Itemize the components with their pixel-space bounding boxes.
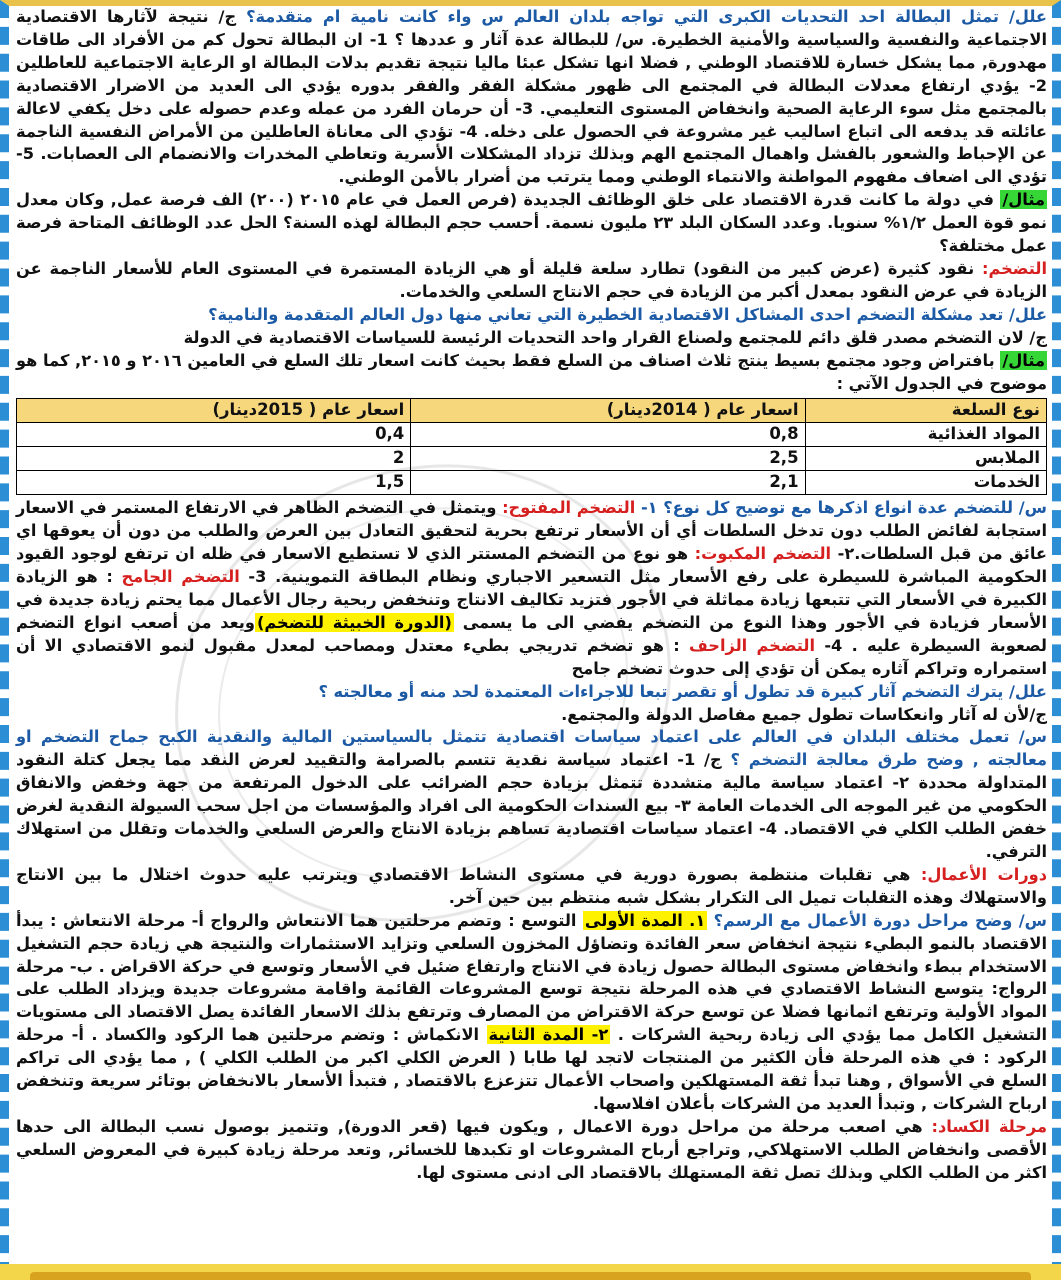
example-text: في دولة ما كانت قدرة الاقتصاد على خلق الوظائف الجديدة (فرص العمل في عام ٢٠١٥ (٢٠٠) الف فرصة عمل, وكان معدل نمو قوة العمل ١/٢% سنويا. وعدد السكان البلد ٢٣ مليون نسمة. أحسب حجم البطالة لهذه السنة؟ الحل عدد الوظائف المتاحة فرصة عمل مختلفة؟: [16, 190, 1047, 256]
definition-text: : هو الزيادة الكبيرة في الأسعار التي تتبعها زيادة مماثلة في الأجور فتزيد تكاليف الانتاج وتنخفض ربحية رجال الأعمال مما يحتم زيادة جديدة في الأسعار فزيادة في الأجور وهذا النوع من التضخم يفضي الى ما يسمى: [16, 567, 1047, 632]
example-label: مثال/: [1002, 350, 1046, 370]
paragraph-inflation-definition: [16, 258, 1047, 304]
paragraph-inflation-types: [16, 497, 1047, 680]
example-label: مثال/: [1002, 190, 1045, 210]
question-text: س/ للتضخم عدة انواع اذكرها مع توضيح كل نوع؟ ١-: [635, 498, 1047, 518]
paragraph-unemployment-effects: [16, 6, 1047, 189]
header-prices-2015: اسعار عام ( 2015دينار): [17, 399, 411, 423]
definition-text: نقود كثيرة (عرض كبير من النقود) تطارد سلعة قليلة أو هي الزيادة المستمرة في المستوى العام للأسعار الناجمة عن الزيادة في عرض النقود بمعدل أكبر من الزيادة في حجم الانتاج السلعي والخدمات.: [16, 258, 1047, 301]
question-text: س/ وضح مراحل دورة الأعمال مع الرسم؟: [713, 910, 1047, 930]
stage-text: الانكماش : وتضم مرحلتين هما الركود والكساد . أ- مرحلة الركود : في هذه المرحلة فأن الكثير من المنتجات لاتجد لها طابا ( العرض الكلي اكبر من الطلب الكلي ) , مما يؤدي الى تراكم السلع في الأسواق , وهنا تبدأ ثقة المستهلكين واصحاب الأعمال تتزعزع بالاقتصاد , فتبدأ الأسعار بالانخفاض بوتائر سريعة وتنخفض ارباح الشركات , وتبدأ العديد من الشركات بأعلان افلاسها.: [16, 1025, 1047, 1113]
cell-price-2014: 2,5: [411, 447, 805, 471]
period-2-highlight: ٢- المدة الثانية: [488, 1025, 609, 1045]
vicious-cycle-highlight: (الدورة الخبيثة للتضخم): [256, 612, 452, 632]
definition-text: هو نوع من التضخم المستتر الذي لا تستطيع الاسعار في ظله ان ترتفع لوجود القيود الحكومية المباشرة للسيطرة على رفع الأسعار مثل التسعير الاجباري ونظام البطاقة التموينية. 3-: [16, 544, 1047, 587]
cell-price-2015: 2: [17, 447, 411, 471]
term-label: مرحلة الكساد:: [931, 1116, 1047, 1136]
header-prices-2014: اسعار عام ( 2014دينار): [411, 399, 805, 423]
answer-text: ج/ نتيجة لآثارها الاقتصادية الاجتماعية والنفسية والسياسية والأمنية الخطيرة. س/ للبطالة عدة آثار و عددها ؟ 1- ان البطالة تحول كم من الأفراد الى طاقات مهدورة, مما يشكل خسارة للاقتصاد الوطني , فضلا انها تشكل عبئا ماليا نتيجة تقديم بدلات البطالة او الرعاية الاجتماعية للعاطلين 2- يؤدي ارتفاع معدلات البطالة في المجتمع الى ظهور مشكلة الفقر والفقر بدوره يؤدي الى العديد من الاضرار الاقتصادية بالمجتمع مثل سوء الرعاية الصحية وانخفاض المستوى التعليمي. 3- أن حرمان الفرد من عمله وعدم حصوله على دخل يكفي لاعالة عائلته قد يدفعه الى اتباع اساليب غير مشروعة في الحصول على دخله. 4- تؤدي الى معاناة العاطلين من الأمراض النفسية الناجمة عن الإحباط والشعور بالفشل واهمال المجتمع الهم وبذلك تزداد المشكلات الأسرية وتعاطي المخدرات والانضمام الى العصابات. 5- تؤدي الى اضعاف مفهوم المواطنة والانتماء الوطني ومما يترتب من أضرار بالأمن الوطني.: [16, 7, 1048, 187]
prices-table: [16, 398, 1047, 495]
definition-text: ويعد من أصعب انواع التضخم لصعوبة السيطرة عليه . 4-: [16, 612, 1048, 655]
paragraph-inflation-treatment: [16, 726, 1047, 863]
question-text: علل/ تمثل البطالة احد التحديات الكبرى التي تواجه بلدان العالم س واء كانت نامية ام متقدمة؟: [246, 7, 1047, 26]
definition-text: هي اصعب مرحلة من مراحل دورة الاعمال , ويكون فيها (قعر الدورة), وتتميز بوصول نسب البطالة الى حدها الأقصى وانخفاض الطلب الاستهلاكي, وتراجع أرباح المشروعات او تكبدها للخسائر, وتعد مرحلة زيادة كبيرة في المعروض السلعي اكثر من الطلب الكلي وبذلك تصل ثقة المستهلك بالاقتصاد الى ادنى مستوى لها.: [16, 1116, 1047, 1182]
document-body: [16, 6, 1047, 1262]
definition-text: : هو تضخم تدريجي بطيء معتدل ومصاحب لمعدل مقبول لنمو الاقتصادي الا أن استمراره وتراكم آثاره يمكن أن تؤدي إلى حدوث تضخم جامح: [16, 635, 1047, 678]
cell-commodity: الخدمات: [805, 471, 1046, 495]
period-1-highlight: ١. المدة الأولى: [584, 910, 706, 930]
cell-commodity: الملابس: [805, 447, 1046, 471]
footer-banner: [0, 1264, 1061, 1280]
cell-price-2015: 0,4: [17, 423, 411, 447]
table-header-row: [17, 399, 1047, 423]
term-open-inflation: التضخم المفتوح:: [502, 498, 636, 518]
term-label: التضخم:: [981, 258, 1047, 278]
table-row: [17, 471, 1047, 495]
term-galloping-inflation: التضخم الجامح: [121, 567, 240, 587]
definition-text: هي تقلبات منتظمة بصورة دورية في مستوى النشاط الاقتصادي ويترتب عليه حدوث اختلال ما بين الانتاج والاستهلاك وهذه التقلبات تميل الى التكرار بشكل شبه منتظم بين حين آخر.: [16, 864, 1047, 907]
term-repressed-inflation: التضخم المكبوت:: [694, 544, 832, 564]
paragraph-cycle-stages: [16, 910, 1047, 1116]
question-inflation-effects: علل/ يترك التضخم آثار كبيرة قد تطول أو تقصر تبعا للاجراءات المعتمدة لحد منه أو معالجته ؟: [318, 681, 1047, 701]
question-inflation-danger: علل/ تعد مشكلة التضخم احدى المشاكل الاقتصادية الخطيرة التي تعاني منها دول العالم المتقدمة والنامية؟: [208, 304, 1047, 324]
paragraph-depression: [16, 1116, 1047, 1185]
cell-price-2014: 2,1: [411, 471, 805, 495]
question-text: س/ تعمل مختلف البلدان في العالم على اعتماد سياسات اقتصادية تتمثل بالسياستين المالية والنقدية الكبح جماح التضخم او معالجته , وضح طرق معالجة التضخم ؟: [16, 727, 1047, 770]
cell-price-2015: 1,5: [17, 471, 411, 495]
paragraph-example-2: [16, 350, 1047, 396]
term-creeping-inflation: التضخم الزاحف: [689, 635, 816, 655]
answer-inflation-danger: ج/ لان التضخم مصدر قلق دائم للمجتمع ولصناع القرار واحد التحديات الرئيسة للسياسات الاقتصادية في الدولة: [183, 327, 1047, 347]
header-commodity: نوع السلعة: [805, 399, 1046, 423]
answer-inflation-effects: ج/لأن له آثار وانعكاسات تطول جميع مفاصل الدولة والمجتمع.: [561, 704, 1047, 724]
stage-text: التوسع : وتضم مرحلتين هما الانتعاش والرواج أ- مرحلة الانتعاش : يبدأ الاقتصاد بالنمو البطيء نتيجة انخفاض سعر الفائدة وتضاؤل المخزون السلعي وتزايد الاستثمارات والنتيجة هي زيادة حجم التشغيل الاستخدام ببطء وانخفاض مستوى البطالة حصول زيادة في الانتاج وارتفاع ضئيل في الأسعار وتوسع في حركة الاقراض . ب- مرحلة الرواج: يتوسع النشاط الاقتصادي في هذه المرحلة نتيجة توسع المشروعات القائمة واقامة مشروعات جديدة ويزداد الطلب على المواد الأولية وترتفع اثمانها فضلا عن توسع حركة الاقتراض من المصارف وترتفع بذلك الاسعار الفائدة يصل الاقتصاد الى مستويات التشغيل الكامل مما يؤدي الى زيادة ربحية الشركات .: [16, 910, 1048, 1045]
example-text: بافتراض وجود مجتمع بسيط ينتج ثلاث اصناف من السلع فقط بحيث كانت اسعار تلك السلع في العامين ٢٠١٦ و ٢٠١٥, كما هو موضوح في الجدول الآتي :: [16, 350, 1047, 393]
paragraph-example-1: [16, 189, 1047, 258]
term-label: دورات الأعمال:: [920, 864, 1048, 884]
cell-price-2014: 0,8: [411, 423, 805, 447]
table-row: [17, 447, 1047, 471]
answer-text: ج/ 1- اعتماد سياسة نقدية تتسم بالصرامة والتقييد لعرض النقد مما يجعل كتلة النقود المتداولة محددة ٢- اعتماد سياسة مالية متشددة تتمثل بزيادة حجم الضرائب على الدخول المرتفعة من جهة وخفض والانفاق الحكومي من غير الموجه الى الخدمات العامة ٣- بيع السندات الحكومية الى افراد والمؤسسات من اجل سحب السيولة النقدية لغرض خفض الطلب الكلي في الاقتصاد. 4- اعتماد سياسات اقتصادية تساهم بزيادة الانتاج والعرض السلعي والخدمات وتقلل من استهلاك الترفي.: [16, 750, 1047, 861]
definition-text: ويتمثل في التضخم الظاهر في الارتفاع المستمر في الاسعار استجابة لفائض الطلب دون تدخل السلطات أي أن الأسعار ترتفع بحرية لتحقيق التعادل بين العرض والطلب من دون أن يعوقها اي عائق من قبل السلطات.٢-: [16, 498, 1047, 564]
cell-commodity: المواد الغذائية: [805, 423, 1046, 447]
paragraph-business-cycles: [16, 864, 1047, 910]
table-row: [17, 423, 1047, 447]
